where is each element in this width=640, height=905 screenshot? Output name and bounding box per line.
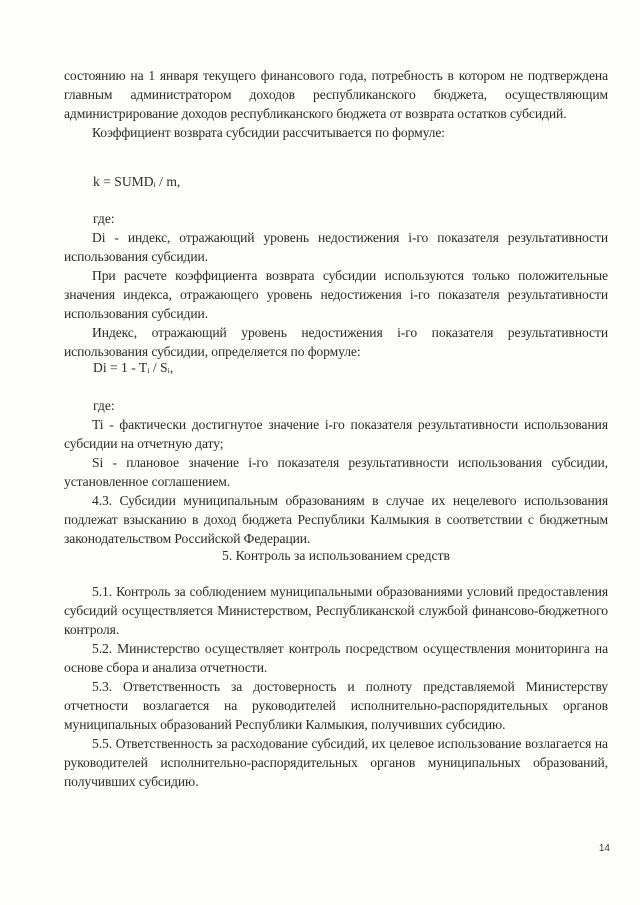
body-text-middle [64, 228, 608, 361]
paragraph-5-5: 5.5. Ответственность за расходование субсидий, их целевое использование возлагается на руководителей исполнительно-распорядительных органов муниципальных образований, получивших субсидию. [64, 736, 608, 789]
paragraph-5-2: 5.2. Министерство осуществляет контроль посредством осуществления мониторинга на основе сбора и анализа отчетности. [64, 641, 608, 675]
body-text-top [64, 66, 608, 142]
paragraph-4-3: 4.3. Субсидии муниципальным образованиям в случае их нецелевого использования подлежат взысканию в доход бюджета Республики Калмыкия в соответствии с бюджетным законодательством Российской Федерации. [64, 493, 608, 546]
paragraph-si-definition: Si - плановое значение i-го показателя результативности использования субсидии, установленное соглашением. [64, 455, 608, 489]
paragraph-di-definition: Di - индекс, отражающий уровень недостижения i-го показателя результативности использования субсидии. [64, 230, 608, 264]
where-label-2: где: [93, 398, 115, 413]
page-number: 14 [598, 843, 610, 854]
paragraph-ti-definition: Ti - фактически достигнутое значение i-го показателя результативности использования субсидии на отчетную дату; [64, 417, 608, 451]
formula-k: k = SUMDᵢ / m, [93, 174, 181, 189]
formula-d: Di = 1 - Tᵢ / Sᵢ, [93, 360, 174, 375]
paragraph-index: Индекс, отражающий уровень недостижения i-го показателя результативности использования субсидии, определяется по формуле: [64, 325, 608, 359]
where-label-1: где: [93, 211, 115, 226]
paragraph-calculation-note: При расчете коэффициента возврата субсидии используются только положительные значения индекса, отражающего уровень недостижения i-го показателя результативности использования субсидии. [64, 268, 608, 321]
paragraph-5-1: 5.1. Контроль за соблюдением муниципальными образованиями условий предоставления субсидий осуществляется Министерством, Республиканской службой финансово-бюджетного контроля. [64, 584, 608, 637]
body-text-section-5 [64, 582, 608, 791]
paragraph-5-3: 5.3. Ответственность за достоверность и полноту представляемой Министерству отчетности возлагается на руководителей исполнительно-распорядительных органов муниципальных образований Республики Калмыкия, получивших субсидию. [64, 679, 608, 732]
paragraph-top: состоянию на 1 января текущего финансового года, потребность в котором не подтверждена главным администратором доходов республиканского бюджета, осуществляющим администрирование доходов республиканского бюджета от возврата остатков субсидий. [64, 68, 608, 121]
section-heading: 5. Контроль за использованием средств [222, 548, 450, 563]
paragraph-coefficient: Коэффициент возврата субсидии рассчитывается по формуле: [92, 125, 445, 140]
body-text-definitions [64, 415, 608, 548]
